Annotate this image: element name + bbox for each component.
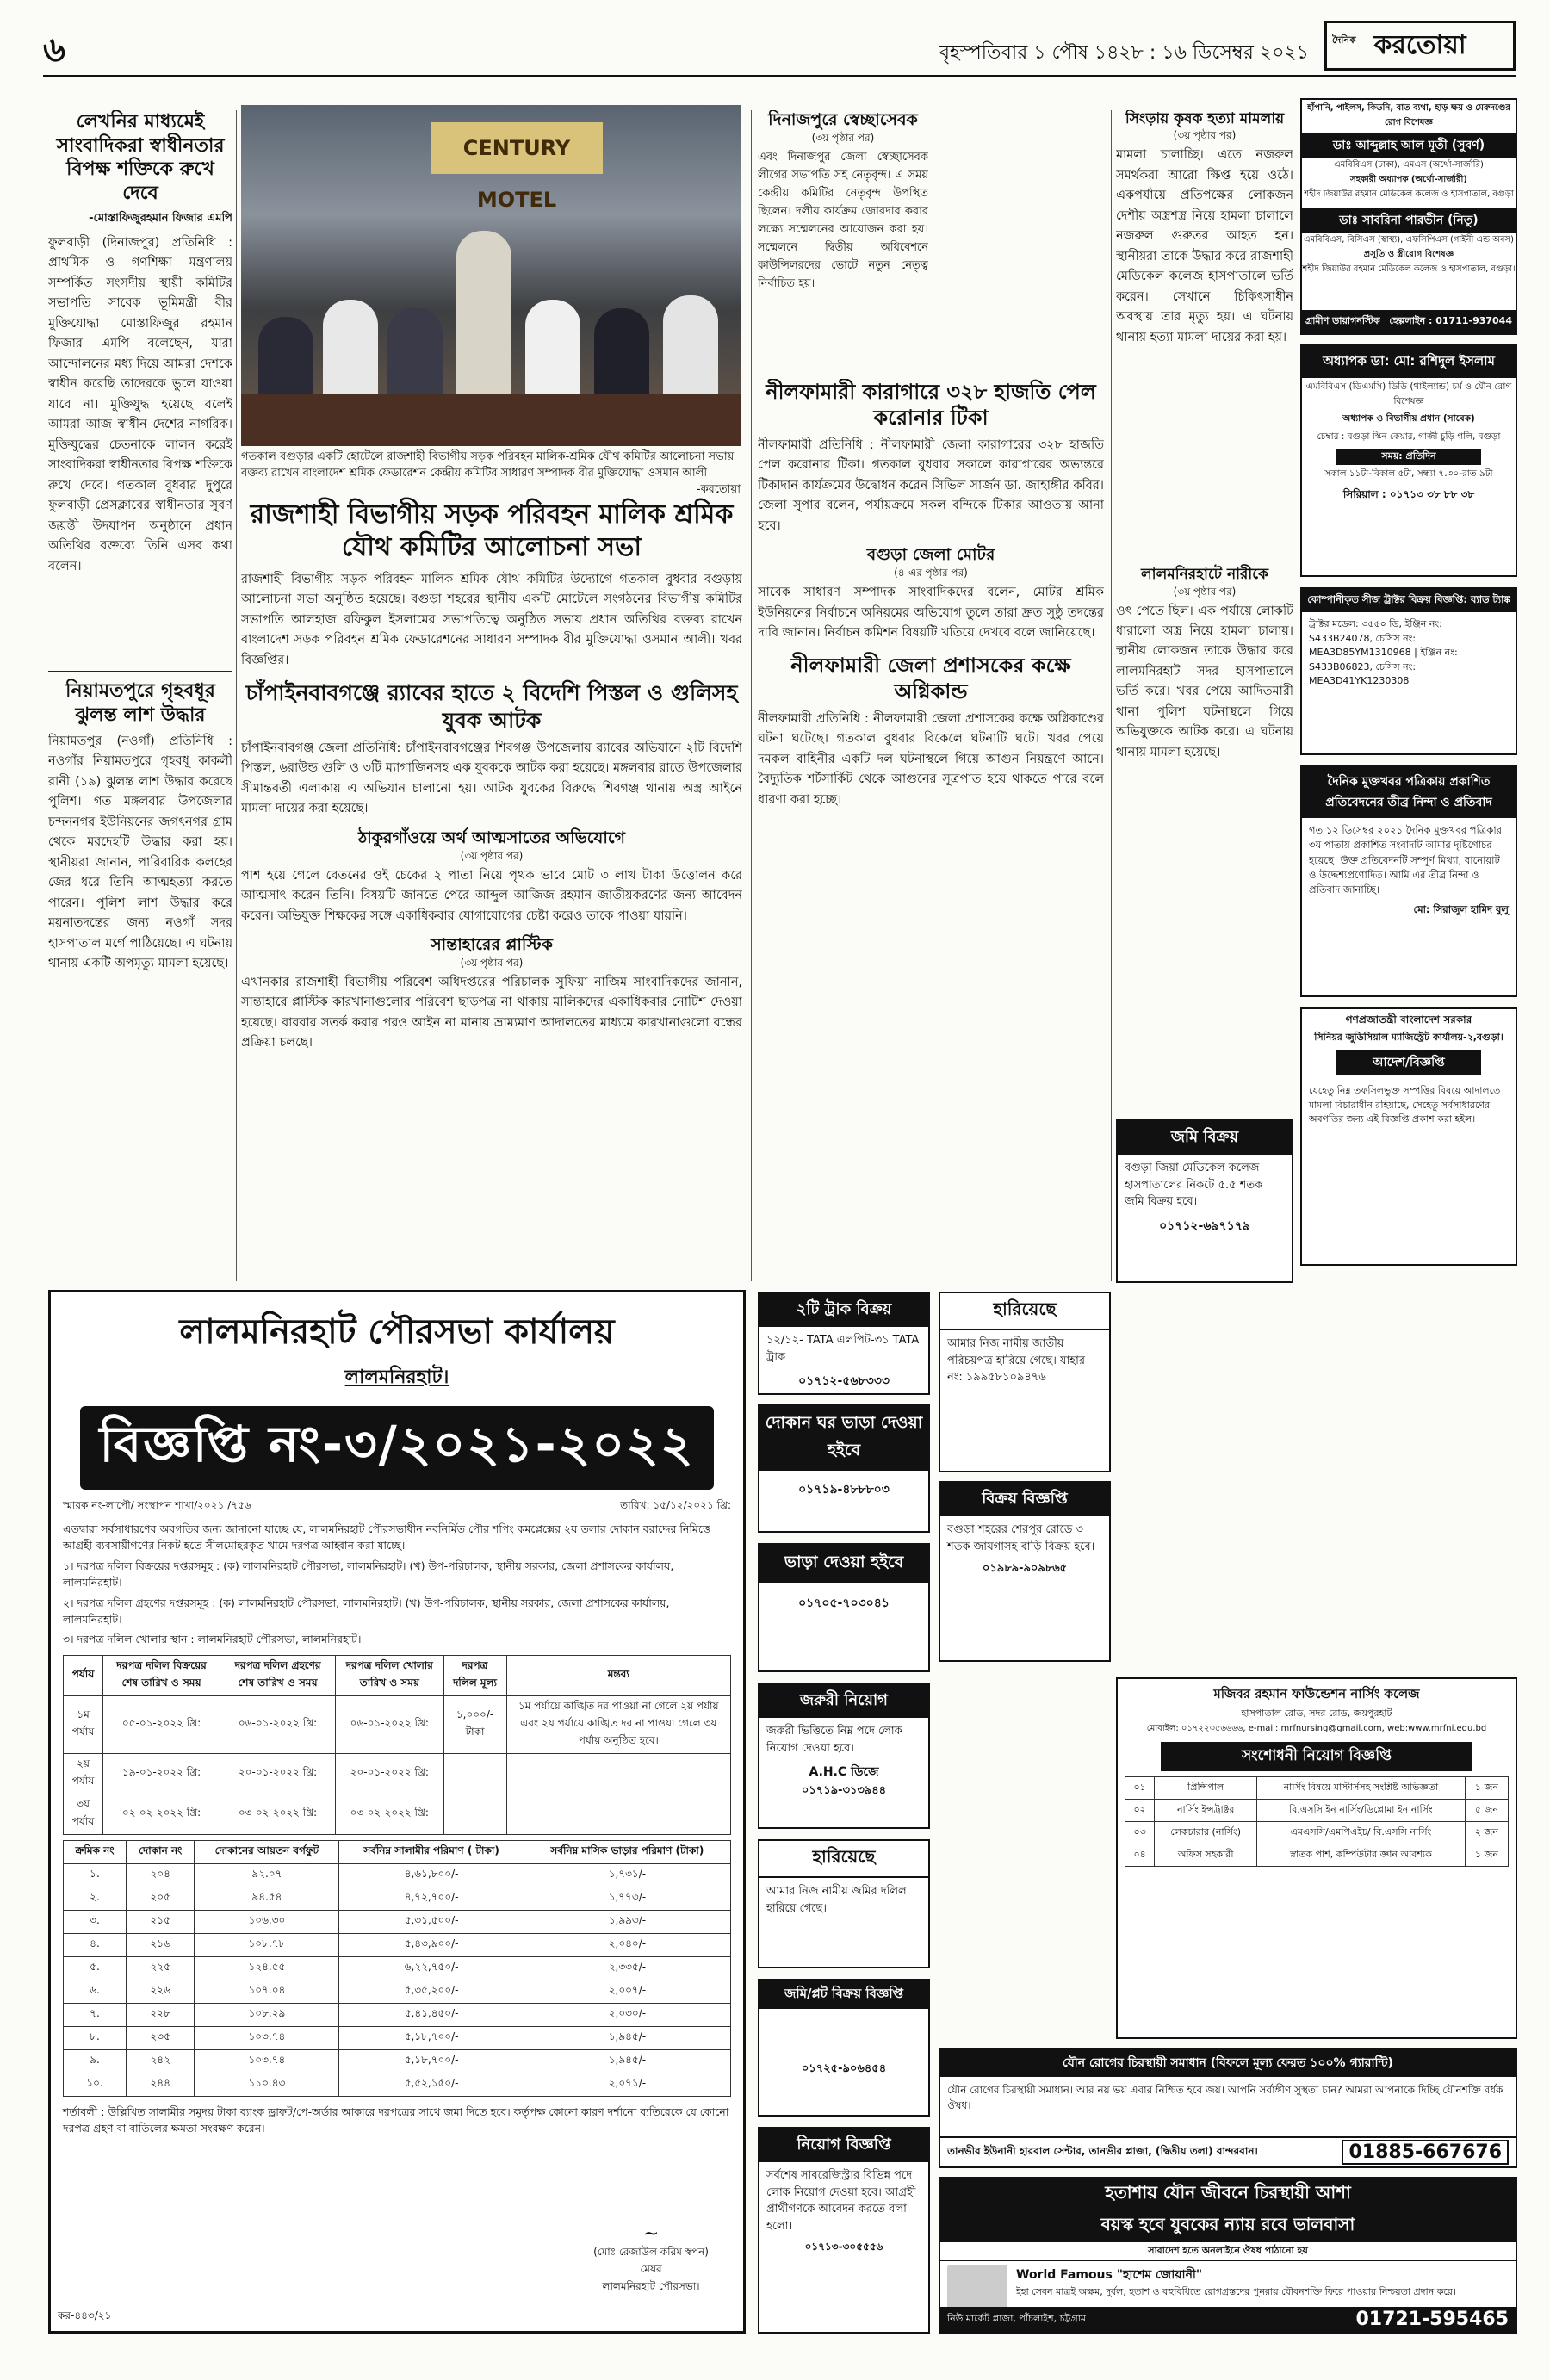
notice-date: তারিখ: ১৫/১২/২০২১ খ্রি: [620,1499,731,1511]
masthead-name: করতোয়া [1373,30,1466,60]
table-cell: ১ জন [1465,1777,1508,1800]
signature-mark: ~ [642,2223,660,2245]
table-cell: ০৬-০১-২০২২ খ্রি: [220,1695,336,1753]
headline-thakurgaon: ঠাকুরগাঁওয়ে অর্থ আত্মসাতের অভিযোগে [358,827,625,847]
table-cell: ১,৯৪৫/- [524,2049,730,2073]
table-cell: ৩য় পর্যায় [64,1794,103,1834]
ad-signature: মো: সিরাজুল হামিদ বুলু [1413,903,1509,916]
table-row [1125,1822,1509,1844]
table-cell: ২১৫ [126,1910,194,1933]
table-row [1125,1800,1509,1822]
ad-title: জরুরী নিয়োগ [760,1684,928,1718]
masthead-small: দৈনিক [1332,34,1356,46]
table-cell: ৩. [64,1910,127,1933]
doctor-serial: সিরিয়াল : ০১৭১৩ ৩৮ ৮৮ ৩৮ [1342,488,1475,500]
table-header-cell: পর্যায় [64,1655,103,1695]
diagnostic-bar [1302,310,1516,333]
table-cell: ২য় পর্যায় [64,1753,103,1794]
doctor-name-2: ডাঃ সাবরিনা পারভীন (নিতু) [1302,208,1516,233]
table-cell: ২৪৪ [126,2073,194,2096]
table-row [64,2073,731,2096]
ad-title: জমি/প্লট বিক্রয় বিজ্ঞপ্তি [760,1980,928,2009]
table-cell: নার্সিং ইন্সট্রাক্টর [1155,1800,1257,1822]
headline-byline: -মোস্তাফিজুরহমান ফিজার এমপি [89,212,232,225]
court-notice-ad [1300,1007,1517,1266]
health-center [947,2144,1258,2161]
table-header-cell: দোকানের আয়তন বর্গফুট [195,1840,339,1863]
table-cell: ২৩৫ [126,2026,194,2049]
table-cell: ৫,৩১,৫০০/- [339,1910,524,1933]
govt-body: যেহেতু নিম্ন তফসিলভুক্ত সম্পত্তির বিষয়ে আদালতে মামলা বিচারাধীন রহিয়াছে, সেহেতু সর্বসাধারণের অবগতির জন্য এই বিজ্ঞপ্তি প্রকাশ করা হইল। [1309,1085,1501,1125]
table-row [64,1933,731,1956]
ad-body: আমার নিজ নামীয় জাতীয় পরিচয়পত্র হারিয়ে গেছে। যাহার নং: ১৯৯৫৮১০৯৪৭৬ [947,1337,1086,1384]
ad-body: ১২/১২- TATA এলপিট-৩১ TATA ট্রাক [766,1334,920,1364]
house-sale-ad [939,1481,1111,1662]
table-header-cell: ক্রমিক নং [64,1840,127,1863]
spacer [932,110,1104,386]
photo-caption [241,449,741,499]
lost-ad-2 [758,1839,930,1968]
column-divider [236,110,237,1281]
table-cell [506,1753,730,1794]
herbal-ad [939,2177,1517,2334]
table-cell: ১ম পর্যায় [64,1695,103,1753]
hotline: হেল্পলাইন : 01711-937044 [1389,315,1512,326]
continued-from: (৩য় পৃষ্ঠার পর) [460,849,524,862]
table-cell: ৪,৭২,৭০০/- [339,1887,524,1910]
ad-company: A.H.C ডিজে [809,1765,879,1779]
notice-section-3: ৩। দরপত্র দলিল খোলার স্থান : লালমনিরহাট পৌরসভা, লালমনিরহাট। [63,1633,362,1646]
ad-title: যৌন রোগের চিরস্থায়ী সমাধান (বিফলে মূল্য ফেরত ১০০% গ্যারান্টি) [940,2049,1516,2077]
table-cell: ২২৬ [126,1980,194,2003]
time-label: সময়: প্রতিদিন [1336,449,1481,465]
table-header-cell: সর্বনিম্ন সালামীর পরিমাণ ( টাকা) [339,1840,524,1863]
nursing-college-ad [1116,1677,1517,2039]
notice-memo: স্মারক নং-লাপৌ/ সংস্থাপন শাখা/২০২১ /৭৫৬ [63,1499,251,1511]
center-name: তানভীর ইউনানী হারবাল সেন্টার, [947,2144,1086,2157]
ad-body: বগুড়া শহরের শেরপুর রোডে ৩ শতক জায়গাসহ বাড়ি বিক্রয় হবে। [947,1523,1095,1553]
truck-sale-ad [758,1292,930,1395]
table-cell: ২০৪ [126,1863,194,1887]
doctor-ad-2 [1300,344,1517,577]
urgent-job-ad [758,1683,930,1829]
nursing-heading: সংশোধনী নিয়োগ বিজ্ঞপ্তি [1161,1742,1472,1771]
table-cell: ৫,৩৫,২০০/- [339,1980,524,2003]
table-cell: ১০৩.৭৪ [195,2026,339,2049]
doctor-degree: এমবিবিএস (ঢাকা), এমএস (অর্থো-সার্জারি) [1334,160,1484,170]
ad-title: ২টি ট্রাক বিক্রয় [760,1293,928,1327]
table-cell: ১,০০০/-টাকা [443,1695,506,1753]
govt-heading: আদেশ/বিজ্ঞপ্তি [1336,1050,1481,1075]
table-cell: ১০৮.৭৮ [195,1933,339,1956]
table-cell: ৪. [64,1933,127,1956]
table-cell: ৭. [64,2003,127,2026]
table-cell: নার্সিং বিষয়ে মাস্টার্সসহ সংশ্লিষ্ট অভিজ্ঞতা [1257,1777,1466,1800]
ad-footer [940,2307,1516,2332]
ad-body: আমার নিজ নামীয় জমির দলিল হারিয়ে গেছে। [766,1885,907,1915]
ad-top: হাঁপানি, পাইলস, কিডনি, বাত ব্যথা, হাড় ক্ষয় ও মেরুদণ্ডের রোগ বিশেষজ্ঞ [1307,103,1510,127]
masthead-logo [1324,21,1516,71]
table-cell: স্নাতক পাশ, কম্পিউটার জ্ঞান আবশ্যক [1257,1844,1466,1867]
table-cell: ১৯-০১-২০২২ খ্রি: [103,1753,220,1794]
table-cell: ১০. [64,2073,127,2096]
doctor-post-2: প্রসূতি ও স্ত্রীরোগ বিশেষজ্ঞ [1363,250,1454,259]
ad-body: গত ১২ ডিসেম্বর ২০২১ দৈনিক মুক্তখবর পত্রিকার ৩য় পাতায় প্রকাশিত সংবাদটি আমার দৃষ্টিগোচর হয়েছে। উক্ত প্রতিবেদনটি সম্পূর্ণ মিথ্যা, বানোয়াট ও উদ্দেশ্যপ্রণোদিত। আমি এর তীব্র নিন্দা ও প্রতিবাদ জানাচ্ছি। [1309,824,1502,896]
column-4 [1116,110,1293,1281]
ad-title: কোম্পানীকৃত সীজ ট্রাক্টর বিক্রয় বিজ্ঞপ্তি: ব্যাড ট্যাঙ্ক [1302,589,1516,612]
table-cell: ০২ [1125,1800,1155,1822]
table-cell: ১. [64,1863,127,1887]
continued-from: (৪-এর পৃষ্ঠার পর) [894,567,968,580]
doctor-ad-1 [1300,98,1517,335]
health-footer [940,2136,1516,2166]
ad-body: বগুড়া জিয়া মেডিকেল কলেজ হাসপাতালের নিকটে ৫.৫ শতক জমি বিক্রয় হবে। [1125,1162,1263,1208]
photo-table [241,394,741,446]
table-header-cell: মন্তব্য [506,1655,730,1695]
table-row [64,2003,731,2026]
doctor-chamber: চেম্বার : বগুড়া স্কিন কেয়ার, গাজী চুড়ি গলি, বগুড়া [1317,431,1501,442]
table-cell: ১০৩.৭৪ [195,2049,339,2073]
ad-phone: ০১৭১২-৬৯৭১৭৯ [1159,1218,1250,1233]
govt-subtitle: সিনিয়র জুডিসিয়াল ম্যাজিস্ট্রেট কার্যালয়-২,বগুড়া। [1314,1032,1504,1043]
table-row [64,1863,731,1887]
table-row [1125,1844,1509,1867]
doctor-name: ডাঃ আব্দুল্লাহ আল মূতী (সুবর্ণ) [1302,133,1516,158]
table-cell: ০৩-০২-২০২২ খ্রি: [220,1794,336,1834]
ad-phone: ০১৭১২-৫৬৮৩৩৩ [798,1374,890,1388]
table-cell: ১,৭৭৩/- [524,1887,730,1910]
table-cell: বি.এসসি ইন নার্সিং/ডিপ্লোমা ইন নার্সিং [1257,1800,1466,1822]
headline-santahar: সান্তাহারের প্লাস্টিক [431,935,553,955]
column-divider [751,110,752,1281]
table-cell: ২,৩৩৫/- [524,1956,730,1980]
column-3-lower [758,379,1104,1283]
signer-post: মেয়র [640,2263,662,2275]
nursing-title: মজিবর রহমান ফাউন্ডেশন নার্সিং কলেজ [1213,1686,1420,1701]
table-row [64,1956,731,1980]
table-cell: ৮. [64,2026,127,2049]
notice-org: লালমনিরহাট পৌরসভা কার্যালয় [179,1312,615,1352]
table-cell: ৫,৫২,১৫০/- [339,2073,524,2096]
table-cell: ১২৪.৫৫ [195,1956,339,1980]
table-cell: লেকচারার (নার্সিং) [1155,1822,1257,1844]
ad-phone: ০১৭১৯-৩১৩৯৪৪ [801,1784,887,1797]
article-body: এবং দিনাজপুর জেলা স্বেচ্ছাসেবক লীগের সভাপতি সহ নেতৃবৃন্দ। এ সময় কেন্দ্রীয় কমিটির নেতৃবৃন্দ উপস্থিত ছিলেন। দলীয় কার্যক্রম জোরদার করার লক্ষ্যে সম্মেলনের আয়োজন করা হয়। সম্মেলনে দ্বিতীয় অধিবেশনে কাউন্সিলরদের ভোটে নতুন নেতৃত্ব নির্বাচিত হয়। [758,150,928,291]
ad-phone: ০১৭২৫-৯০৬৪৫৪ [801,2062,887,2075]
table-header-cell: দরপত্র দলিল গ্রহণের শেষ তারিখ ও সময় [220,1655,336,1695]
table-row [64,1753,731,1794]
column-divider [1111,110,1112,1281]
table-cell: ২,০৭১/- [524,2073,730,2096]
headline-singra: সিংড়ায় কৃষক হত্যা মামলায় [1125,110,1285,127]
table-cell: প্রিন্সিপাল [1155,1777,1257,1800]
headline-bogura-motor: বগুড়া জেলা মোটর [866,545,995,565]
table-header-cell: দোকান নং [126,1840,194,1863]
continued-from: (৩য় পৃষ্ঠার পর) [811,131,875,144]
doctor-title: অধ্যাপক ডা: মো: রশিদুল ইসলাম [1302,346,1516,378]
news-photo [241,105,741,446]
continued-from: (৩য় পৃষ্ঠার পর) [460,956,524,969]
shops-body [64,1863,731,2096]
notice-code: কর-৪৪৩/২১ [58,2309,112,2321]
notice-city: লালমনিরহাট। [344,1367,450,1388]
headline-pistol-arrest: চাঁপাইনবাবগঞ্জে র‌্যাবের হাতে ২ বিদেশি পিস্তল ও গুলিসহ যুবক আটক [245,680,738,733]
table-cell: ২১৬ [126,1933,194,1956]
table-cell: ২৪২ [126,2049,194,2073]
continued-from: (৩য় পৃষ্ঠার পর) [1173,585,1237,598]
column-2 [241,495,742,1286]
table-row [64,1794,731,1834]
page-number: ৬ [43,30,66,70]
ad-title: বিক্রয় বিজ্ঞপ্তি [940,1483,1109,1516]
table-cell: ০১ [1125,1777,1155,1800]
lost-ad [939,1292,1111,1472]
ad-title: দোকান ঘর ভাড়া দেওয়া হইবে [760,1405,928,1471]
table-cell: ২,০৩০/- [524,2003,730,2026]
ad-title: হারিয়েছে [940,1293,1109,1330]
table-cell: ১,৭৩১/- [524,1863,730,1887]
notice-section-1: ১। দরপত্র দলিল বিক্রয়ের দপ্তরসমূহ : (ক) লালমনিরহাট পৌরসভা, লালমনিরহাট। (খ) উপ-পরিচালক, স্থানীয় সরকার, জেলা প্রশাসকের কার্যালয়, লালমনিরহাট। [63,1559,674,1590]
table-cell: ০৩-০২-২০২২ খ্রি: [336,1794,443,1834]
ad-title: হারিয়েছে [760,1841,928,1878]
article-body: পাশ হয়ে গেলে বেতনের ওই চেকের ২ পাতা নিয়ে পৃথক ভাবে মোট ৩ লাখ টাকা উত্তোলন করে আত্মসাৎ করেন তিনি। বিষয়টি জানতে পেরে আব্দুল আজিজ রহমান জাতীয়করণের জন্য আবেদন করেন। অভিযুক্ত শিক্ষকের সঙ্গে একাধিকবার যোগাযোগের চেষ্টা করেও তাকে পাওয়া যায়নি। [241,868,742,923]
motel-banner: CENTURY MOTEL [431,122,603,174]
table-cell: ১০৬.৩০ [195,1910,339,1933]
ad-title: হতাশায় যৌন জীবনে চিরস্থায়ী আশা [940,2179,1516,2210]
nursing-table-body [1125,1777,1509,1867]
table-cell: ৬,২২,৭৫০/- [339,1956,524,1980]
center-address: তানভীর প্লাজা, (দ্বিতীয় তলা) বান্দরবান। [1088,2144,1258,2157]
doctor-times: সকাল ১১টা-বিকাল ৫টা, সন্ধ্যা ৭.৩০-রাত ৯টা [1324,468,1493,479]
notice-terms: শর্তাবলী : উল্লিখিত সালামীর সমুদয় টাকা ব্যাংক ড্রাফট/পে-অর্ডার আকারে দরপত্রের সাথে জমা দিতে হবে। কর্তৃপক্ষ কোনো কারণ দর্শানো ব্যতিরেকে যে কোনো দরপত্র গ্রহণ বা বাতিলের ক্ষমতা সংরক্ষণ করেন। [63,2104,729,2135]
table-cell: ১১০.৪৩ [195,2073,339,2096]
ad-phone: ০১৭১৯-৪৮৮৮০৩ [798,1483,890,1497]
table-cell: ৫,১৮,৭০০/- [339,2026,524,2049]
table-row [64,2049,731,2073]
table-row [64,1980,731,2003]
notice-meta [51,1495,743,1519]
nursing-address: হাসপাতাল রোড, সদর রোড, জয়পুরহাট [1241,1708,1392,1719]
table-cell: ২,০৪০/- [524,1933,730,1956]
caption-credit: -করতোয়া [696,482,741,496]
ad-phone: ০১৭১৩-৩০৫৫৫৬ [804,2241,884,2253]
doctor-degree: এমবিবিএস (ডিএমসি) ডিডি (থাইল্যান্ড) চর্ম ও যৌন রোগ বিশেষজ্ঞ [1305,381,1512,406]
headline-nilphamari-fire: নীলফামারী জেলা প্রশাসকের কক্ষে অগ্নিকান্ড [790,653,1071,703]
protest-ad [1300,765,1517,997]
plot-sale-ad [758,1979,930,2117]
table-cell: ২,০০৭/- [524,1980,730,2003]
table-cell: ২০-০১-২০২২ খ্রি: [220,1753,336,1794]
notice-title: বিজ্ঞপ্তি নং-৩/২০২১-২০২২ [80,1406,714,1490]
ad-title-2: বয়স্ক হবে যুবকের ন্যায় রবে ভালবাসা [940,2210,1516,2242]
table-cell: অফিস সহকারী [1155,1844,1257,1867]
article-body: নিয়ামতপুর (নওগাঁ) প্রতিনিধি : নওগাঁর নিয়ামতপুরে গৃহবধূ কাকলী রানী (১৯) ঝুলন্ত লাশ উদ্ধার করেছে পুলিশ। গত মঙ্গলবার উপজেলার চন্দননগর ইউনিয়নের জগৎনগর গ্রাম থেকে মরদেহটি উদ্ধার করা হয়। স্থানীয়রা জানান, পারিবারিক কলহের জের ধরে তিনি আত্মহত্যা করতে পারেন। পুলিশ লাশ উদ্ধার করে ময়নাতদন্তের জন্য নওগাঁ সদর হাসপাতাল মর্গে পাঠিয়েছে। এ ঘটনায় থানায় একটি অপমৃত্যু মামলা হয়েছে। [48,734,232,971]
ad-body: ইহা সেবন মাত্রই অক্ষম, দুর্বল, হতাশ ও বহুবিধিতে রোগগ্রস্তদের পুনরায় যৌবনশক্তি ফিরে পাওয়ার নিশ্চয়তা প্রদান করে। [1016,2286,1456,2297]
doctor-post: অধ্যাপক ও বিভাগীয় প্রধান (সাবেক) [1342,413,1475,424]
table-row [1125,1777,1509,1800]
table-cell: ১০৮.২৯ [195,2003,339,2026]
shop-rent-ad [758,1404,930,1533]
table-cell: ১ম পর্যায়ে কাঙ্খিত দর পাওয়া না গেলে ২য় পর্যায় এবং ২য় পর্যায়ে কাঙ্খিত দর না পাওয়া গেলে ৩য় পর্যায় অনুষ্ঠিত হবে। [506,1695,730,1753]
article-body: সাবেক সাধারণ সম্পাদক সাংবাদিকদের বলেন, মোটর শ্রমিক ইউনিয়নের নির্বাচনে অনিয়মের অভিযোগ তুলে তারা দ্রুত সুষ্ঠু তদন্তের দাবি জানান। নির্বাচন কমিশন বিষয়টি খতিয়ে দেখবে বলে জানিয়েছে। [758,586,1104,641]
notice-intro: এতদ্বারা সর্বসাধারণের অবগতির জন্য জানানো যাচ্ছে যে, লালমনিরহাট পৌরসভাধীন নবনির্মিত পৌর শপিং কমপ্লেক্সের ২য় তলার দোকান বরাদ্দের নিমিত্তে আগ্রহী ব্যবসায়ীগণের নিকট হতে সীলমোহরকৃত খামে দরপত্র আহ্বান করা যাচ্ছে। [63,1522,710,1553]
schedule-table [63,1655,731,1835]
divider [48,671,232,672]
table-header-cell: দরপত্র দলিল খোলার তারিখ ও সময় [336,1655,443,1695]
headline-nilphamari-jail: নীলফামারী কারাগারে ৩২৮ হাজতি পেল করোনার টিকা [766,380,1096,430]
article-body: চাঁপাইনবাবগঞ্জ জেলা প্রতিনিধি: চাঁপাইনবাবগঞ্জের শিবগঞ্জ উপজেলায় র‌্যাবের অভিযানে ২টি বিদেশি পিস্তল, ৬রাউন্ড গুলি ও ৩টি ম্যাগাজিনসহ এক যুবককে আটক করা হয়েছে। মঙ্গলবার রাতে উপজেলার সীমান্তবর্তী এলাকায় এ অভিযান চালানো হয়। আটক যুবকের বিরুদ্ধে শিবগঞ্জ থানায় অস্ত্র আইনে মামলা দায়ের করা হয়েছে। [241,741,742,816]
headline-dinajpur: দিনাজপুরে স্বেচ্ছাসেবক [768,110,918,129]
ad-body: জরুরী ভিত্তিতে নিম্ন পদে লোক নিয়োগ দেওয়া হবে। [766,1725,902,1755]
doctor-institute: শহীদ জিয়াউর রহমান মেডিকেল কলেজ ও হাসপাতাল, বগুড়া [1304,189,1514,199]
tractor-sale-ad [1300,587,1517,755]
issue-date: বৃহস্পতিবার ১ পৌষ ১৪২৮ : ১৬ ডিসেম্বর ২০২১ [939,42,1309,64]
health-phone: 01885-667676 [1342,2140,1509,2165]
headline-press-freedom: লেখনির মাধ্যমেই সাংবাদিকরা স্বাধীনতার বিপক্ষ শক্তিকে রুখে দেবে [56,111,225,204]
signer-name: (মোঃ রেজাউল করিম স্বপন) [593,2246,709,2258]
table-cell: ০৪ [1125,1844,1155,1867]
headline-transport-meeting: রাজশাহী বিভাগীয় সড়ক পরিবহন মালিক শ্রমিক যৌথ কমিটির আলোচনা সভা [250,499,734,562]
notice-signature [593,2223,709,2296]
table-cell: ২২৮ [126,2003,194,2026]
table-cell: ৫,৪১,৪৫০/- [339,2003,524,2026]
table-header-cell: দরপত্র দলিল মূল্য [443,1655,506,1695]
table-header-cell: দরপত্র দলিল বিক্রয়ের শেষ তারিখ ও সময় [103,1655,220,1695]
ad-body: ট্রাক্টর মডেল: ৩৫৫০ ডি, ইঞ্জিন নং: S433B24078, চেসিস নং: MEA3D85YM1310968 | ইঞ্জিন নং: S433B06823, চেসিস নং: MEA3D41YK1230308 [1309,618,1458,686]
article-body: নীলফামারী প্রতিনিধি : নীলফামারী জেলা কারাগারের ৩২৮ হাজতি পেল করোনার টিকা। গতকাল বুধবার সকালে কারাগারের অভ্যন্তরে টিকাদান কার্যক্রমের উদ্বোধন করেন সিভিল সার্জন ডা. জাহাঙ্গীর কবির। জেলা সুপার বলেন, পর্যায়ক্রমে সকল বন্দিকে টিকার আওতায় আনা হবে। [758,438,1104,533]
table-cell [506,1794,730,1834]
schedule-header [64,1655,731,1695]
center-name: গ্রামীণ ডায়াগনস্টিক [1305,315,1380,326]
column-1 [48,110,232,1281]
ad-title: ভাড়া দেওয়া হইবে [760,1545,928,1583]
ad-strip: সারাদেশ হতে অনলাইনে ঔষধ পাঠানো হয় [940,2242,1516,2261]
rent-ad [758,1543,930,1672]
table-row [64,1887,731,1910]
table-cell: ১ জন [1465,1844,1508,1867]
article-body: মামলা চালাচ্ছি। এতে নজরুল সমর্থকরা আরো ক্ষিপ্ত হয়ে ওঠে। একপর্যায়ে প্রতিপক্ষের লোকজন দেশীয় অস্ত্রশস্ত্র নিয়ে হামলা চালালে নজরুল গুরুতর আহত হন। স্থানীয়রা তাকে উদ্ধার করে রাজশাহী মেডিকেল কলেজ হাসপাতালে ভর্তি করেন। সেখানে চিকিৎসাধীন অবস্থায় তার মৃত্যু হয়। এ ঘটনায় থানায় হত্যা মামলা দায়ের করা হয়। [1116,148,1293,344]
govt-title: গণপ্রজাতন্ত্রী বাংলাদেশ সরকার [1345,1013,1472,1026]
article-body: ফুলবাড়ী (দিনাজপুর) প্রতিনিধি : প্রাথমিক ও গণশিক্ষা মন্ত্রণালয় সম্পর্কিত সংসদীয় স্থায়ী কমিটির সভাপতি সাবেক ভূমিমন্ত্রী বীর মুক্তিযোদ্ধা মোস্তাফিজুর রহমান ফিজার এমপি বলেছেন, যারা আন্দোলনের মধ্য দিয়ে আমরা দেশকে স্বাধীন করেছি তাদেরকে ভুলে যাওয়া যাবে না। মুক্তিযুদ্ধ হয়েছে বলেই আমরা আজ স্বাধীন দেশের নাগরিক। মুক্তিযুদ্ধের চেতনাকে লালন করেই সাংবাদিকরা স্বাধীনতার বিপক্ষ শক্তিকে রুখে দেবে। গতকাল বুধবার দুপুরে ফুলবাড়ী প্রেসক্লাবের স্বাধীনতার সুবর্ণ জয়ন্তী উদযাপন অনুষ্ঠানে প্রধান অতিথির বক্তব্যে তিনি এসব কথা বলেন। [48,236,232,573]
nursing-table [1125,1776,1509,1867]
table-cell: ৫. [64,1956,127,1980]
shops-header [64,1840,731,1863]
table-cell: ১০৭.০৪ [195,1980,339,2003]
table-cell: ২. [64,1887,127,1910]
land-sale-ad [1116,1119,1293,1283]
table-row [64,1695,731,1753]
table-cell: ১,৯৪৫/- [524,2026,730,2049]
table-cell: ১,৯৯৩/- [524,1910,730,1933]
ad-body: যৌন রোগের চিরস্থায়ী সমাধান। আর নয় ভয় এবার নিশ্চিত হবে জয়। আপনি সর্বাঙ্গীণ সুস্থতা চান? আমরা আপনাকে দিচ্ছি যৌনশক্তি বর্ধক ঔষধ। [947,2084,1504,2111]
table-cell: ৫,১৮,৭০০/- [339,2049,524,2073]
ad-body: সর্বশেষ সাবরেজিস্ট্রার বিভিন্ন পদে লোক নিয়োগ দেওয়া হবে। আগ্রহী প্রার্থীগণকে আবেদন করতে বলা হলো। [766,2169,916,2233]
ad-phone: ০১৭০৫-৭০৩০৪১ [798,1596,890,1610]
ad-title: দৈনিক মুক্তখবর পত্রিকায় প্রকাশিত প্রতিবেদনের তীব্র নিন্দা ও প্রতিবাদ [1302,766,1516,818]
page-header [43,17,1516,77]
headline-lalmonirhat: লালমনিরহাটে নারীকে [1141,566,1268,584]
doctor-institute-2: শহীদ জিয়াউর রহমান মেডিকেল কলেজ ও হাসপাতাল, বগুড়া। [1302,264,1516,274]
ad-title: জমি বিক্রয় [1118,1121,1292,1155]
ad-phone: 01721-595465 [1355,2309,1509,2330]
nursing-contact: মোবাইল: ০১৭২২৩৫৬৬৬৬, e-mail: mrfnursing@gmail.com, web:www.mrfni.edu.bd [1146,1724,1487,1733]
schedule-body [64,1695,731,1834]
table-cell: ০২-০২-২০২২ খ্রি: [103,1794,220,1834]
table-cell: এমএসসি/এমপিএইচ/ বি.এসসি নার্সিং [1257,1822,1466,1844]
table-cell: ৯. [64,2049,127,2073]
continued-from: (৩য় পৃষ্ঠার পর) [1173,129,1237,142]
table-header-cell: সর্বনিম্ন মাসিক ভাড়ার পরিমাণ (টাকা) [524,1840,730,1863]
shops-table [63,1840,731,2097]
table-cell [443,1753,506,1794]
doctor-degree-2: এমবিবিএস, বিসিএস (স্বাস্থ্য), এফসিপিএস (গাইনী এন্ড অবস) [1303,235,1515,245]
article-body: রাজশাহী বিভাগীয় সড়ক পরিবহন মালিক শ্রমিক যৌথ কমিটির উদ্যোগে গতকাল বুধবার বগুড়ায় আলোচনা সভা অনুষ্ঠিত হয়েছে। বগুড়া শহরের স্থানীয় একটি মোটেলে সংগঠনের বিভাগীয় কমিটির সভাপতি আলহাজ রফিকুল ইসলামের সভাপতিত্বে অনুষ্ঠিত সভায় প্রধান অতিথির বক্তব্য রাখেন বাংলাদেশ সড়ক পরিবহন শ্রমিক ফেডারেশনের সাধারণ সম্পাদক বীর মুক্তিযোদ্ধা ওসমান আলী। খবর বিজ্ঞপ্তির। [241,573,742,667]
table-cell: ৫,৪৩,৯০০/- [339,1933,524,1956]
ad-address: নিউ মার্কেট প্লাজা, পাঁচলাইশ, চট্টগ্রাম [947,2313,1087,2324]
municipal-notice [48,1290,746,2334]
table-cell: ৪,৬১,৮০০/- [339,1863,524,1887]
article-body: ওৎ পেতে ছিল। এক পর্যায়ে লোকটি ধারালো অস্ত্র নিয়ে হামলা চালায়। স্থানীয় লোকজন তাকে উদ্ধার করে লালমনিরহাট সদর হাসপাতালে ভর্তি করে। খবর পেয়ে আদিতমারী থানা পুলিশ ঘটনাস্থলে গিয়ে অভিযুক্তকে আটক করে। এ ঘটনায় থানায় মামলা হয়েছে। [1116,604,1293,759]
table-cell: ০৩ [1125,1822,1155,1844]
signer-org: লালমনিরহাট পৌরসভা। [602,2280,700,2292]
notice-section-2: ২। দরপত্র দলিল গ্রহণের দপ্তরসমূহ : (ক) লালমনিরহাট পৌরসভা, লালমনিরহাট। (খ) উপ-পরিচালক, স্থানীয় সরকার, জেলা প্রশাসকের কার্যালয়, লালমনিরহাট। [63,1596,670,1626]
caption-text: গতকাল বগুড়ার একটি হোটেলে রাজশাহী বিভাগীয় সড়ক পরিবহন মালিক-শ্রমিক যৌথ কমিটির আলোচনা সভায় বক্তব্য রাখেন বাংলাদেশ শ্রমিক ফেডারেশন কেন্দ্রীয় কমিটির সাধারণ সম্পাদক বীর মুক্তিযোদ্ধা ওসমান আলী [241,450,735,480]
table-cell: ২০-০১-২০২২ খ্রি: [336,1753,443,1794]
table-row [64,1910,731,1933]
table-row [64,2026,731,2049]
table-cell: ৬. [64,1980,127,2003]
table-cell: ৯৪.৫৪ [195,1887,339,1910]
doctor-post: সহকারী অধ্যাপক (অর্থো-সার্জারী) [1350,175,1467,184]
table-cell: ৫ জন [1465,1800,1508,1822]
table-cell: ০৫-০১-২০২২ খ্রি: [103,1695,220,1753]
article-body: এখানকার রাজশাহী বিভাগীয় পরিবেশ অধিদপ্তরের পরিচালক সুফিয়া নাজিম সাংবাদিকদের জানান, সান্তাহারে প্লাস্টিক কারখানাগুলোর পরিবেশ ছাড়পত্র না থাকায় মালিকদের একাধিকবার নোটিশ দেওয়া হয়েছে। বারবার সতর্ক করার পরও আইন না মানায় ভ্রাম্যমাণ আদালতের মাধ্যমে কারখানাগুলো বন্ধের প্রক্রিয়া চলছে। [241,975,742,1051]
table-cell [443,1794,506,1834]
world-famous: World Famous "হাশেম জোয়ানী" [1016,2268,1203,2282]
ad-title: নিয়োগ বিজ্ঞপ্তি [760,2129,928,2162]
headline-body-recovered: নিয়ামতপুরে গৃহবধূর ঝুলন্ত লাশ উদ্ধার [65,680,215,726]
table-cell: ২২৫ [126,1956,194,1980]
table-cell: ২ জন [1465,1822,1508,1844]
job-notice-ad [758,2127,930,2334]
article-body: নীলফামারী প্রতিনিধি : নীলফামারী জেলা প্রশাসকের কক্ষে অগ্নিকাণ্ডের ঘটনা ঘটেছে। গতকাল বুধবার বিকেলে ঘটনাটি ঘটে। খবর পেয়ে দমকল বাহিনীর একটি দল ঘটনাস্থলে গিয়ে আগুন নিয়ন্ত্রণে আনে। বৈদ্যুতিক শর্টসার্কিট থেকে আগুনের সূত্রপাত হয়ে থাকতে পারে বলে ধারণা করা হচ্ছে। [758,711,1104,807]
table-cell: ৯২.০৭ [195,1863,339,1887]
table-cell: ২০৫ [126,1887,194,1910]
table-cell: ০৬-০১-২০২২ খ্রি: [336,1695,443,1753]
health-ad [939,2048,1517,2168]
ad-phone: ০১৯৮৯-৯০৯৮৬৫ [982,1562,1068,1575]
